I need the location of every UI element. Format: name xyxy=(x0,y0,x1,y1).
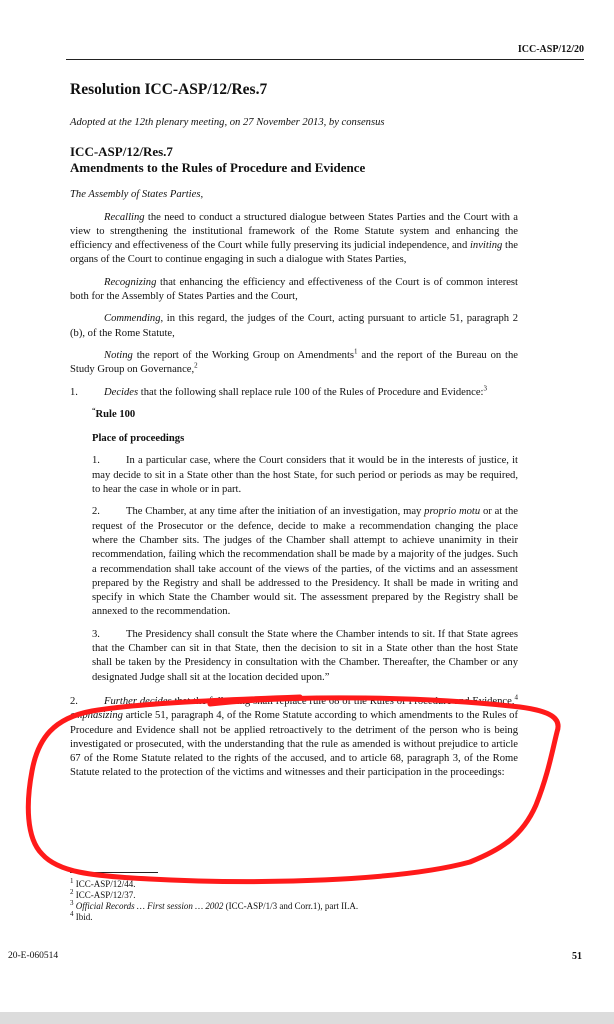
document-body xyxy=(70,76,518,789)
recalling-lead: Recalling xyxy=(104,211,145,223)
further-decides-paragraph xyxy=(70,695,518,781)
footnote-mark: 2 xyxy=(70,888,74,896)
footnote-text: Ibid. xyxy=(73,912,93,922)
resolution-subject: Amendments to the Rules of Procedure and Evidence xyxy=(70,160,366,176)
open-quote: “ xyxy=(92,406,96,415)
rule-100-paragraph-3 xyxy=(92,628,518,685)
rule-100-paragraph-1 xyxy=(92,454,518,497)
footnote-mark: 3 xyxy=(70,899,74,907)
footnote-ref-1[interactable]: 1 xyxy=(354,347,358,356)
recalling-text: the need to conduct a structured dialogue between States Parties and the Court with a view to strengthening the institutional framework of the Rome Statute system and enhancing the efficiency and effectiveness of the Court while fully preserving its judicial independence, and xyxy=(70,211,518,252)
paragraph-number: 2. xyxy=(70,695,78,707)
footnote-ref-4[interactable]: 4 xyxy=(514,693,518,702)
rule-100-block xyxy=(92,408,518,685)
footnote-2 xyxy=(70,890,518,901)
footnote-mark: 1 xyxy=(70,877,74,885)
footnote-text: (ICC-ASP/1/3 and Corr.1), part II.A. xyxy=(223,901,359,911)
noting-paragraph xyxy=(70,349,518,378)
rule-paragraph-text: The Chamber, at any time after the initiation of an investigation, may xyxy=(126,506,425,518)
rule-100-title-text: Rule 100 xyxy=(95,408,136,420)
document-code: 20-E-060514 xyxy=(8,951,59,961)
rule-paragraph-number: 1. xyxy=(92,455,100,467)
rule-paragraph-number: 3. xyxy=(92,628,100,640)
resolution-ref: ICC-ASP/12/Res.7 xyxy=(70,144,173,160)
rule-100-subtitle: Place of proceedings xyxy=(92,433,185,445)
rule-paragraph-text-end: or at the request of the Prosecutor or the defence, decide to make a recommendation changing the place where the Chamber sits. The judges of the Chamber shall attempt to achieve unanimity in their recommendation, failing which the recommendation shall be made by a majority of the judges. Such a recommendation shall take account of the views of the parties, of the victims and an assessment prepared by the Registry and shall be addressed to the Presidency. It shall be made in writing and specify in which State the Chamber would sit. The assessment prepared by the Registry shall be annexed to the recommendation. xyxy=(92,506,519,618)
noting-text: the report of the Working Group on Amendments xyxy=(132,349,355,361)
rule-paragraph-number: 2. xyxy=(92,506,100,518)
adoption-note: Adopted at the 12th plenary meeting, on 27 November 2013, by consensus xyxy=(70,117,385,128)
resolution-title: Resolution ICC-ASP/12/Res.7 xyxy=(70,81,268,98)
footnote-text: ICC-ASP/12/44. xyxy=(73,879,136,889)
commending-paragraph xyxy=(70,312,518,341)
footnote-ref-2[interactable]: 2 xyxy=(194,361,198,370)
footnote-italic: Official Records … First session … 2002 xyxy=(73,901,224,911)
commending-text: , in this regard, the judges of the Court, acting pursuant to article 51, paragraph 2 (b), of the Rome Statute, xyxy=(70,313,518,339)
decides-lead: Decides xyxy=(104,386,139,398)
footnote-3 xyxy=(70,901,518,912)
emphasizing-word: emphasizing xyxy=(70,710,123,722)
footnotes xyxy=(70,872,518,923)
assembly-line: The Assembly of States Parties, xyxy=(70,189,204,201)
proprio-motu: proprio motu xyxy=(424,506,481,518)
recalling-paragraph xyxy=(70,211,518,268)
footnote-mark: 4 xyxy=(70,910,74,918)
document-symbol: ICC-ASP/12/20 xyxy=(517,44,584,55)
commending-lead: Commending xyxy=(104,313,161,325)
footnote-1 xyxy=(70,879,518,890)
rule-paragraph-text: The Presidency shall consult the State where the Chamber intends to sit. If that State agrees that the Chamber can sit in that State, then the decision to sit in a State other than the host State shall be taken by the Presidency in consultation with the Chamber. Thereafter, the Chamber or any designated Judge shall sit at the location decided upon.” xyxy=(92,628,518,683)
rule-paragraph-text: In a particular case, where the Court considers that it would be in the interests of justice, it may decide to sit in a State other than the host State, for such period or periods as may be required, to hear the case in whole or in part. xyxy=(92,455,518,496)
noting-text-end: and the report of the Bureau on the Study Group on Governance, xyxy=(70,349,518,376)
noting-lead: Noting xyxy=(104,349,133,361)
decides-text: that the following shall replace rule 100 of the Rules of Procedure and Evidence: xyxy=(138,386,484,398)
recognizing-paragraph xyxy=(70,276,518,305)
further-decides-text-end: article 51, paragraph 4, of the Rome Statute according to which amendments to the Rules of Procedure and Evidence shall not be applied retroactively to the detriment of the person who is being investigated or prosecuted, with the understanding that the rule as amended is without prejudice to article 67 of the Rome Statute related to the rights of the accused, and to article 68, paragraph 3, of the Rome Statute related to the protection of the victims and witnesses and their participation in the proceedings: xyxy=(70,710,518,779)
header-rule xyxy=(66,59,584,60)
footnote-4 xyxy=(70,912,518,923)
page-bottom-edge xyxy=(0,1012,614,1024)
inviting-word: inviting xyxy=(469,240,503,252)
paragraph-number: 1. xyxy=(70,386,78,398)
recognizing-lead: Recognizing xyxy=(104,276,157,288)
rule-100-title xyxy=(92,408,518,422)
further-decides-text: that the following shall replace rule 68 of the Rules of Procedure and Evidence, xyxy=(171,695,515,707)
footnote-rule xyxy=(70,872,158,873)
footnote-text: ICC-ASP/12/37. xyxy=(73,890,136,900)
decides-paragraph xyxy=(70,386,518,400)
rule-100-paragraph-2 xyxy=(92,505,518,619)
page-number: 51 xyxy=(572,951,582,962)
recalling-text-end: the organs of the Court to continue engaging in such a dialogue with States Parties, xyxy=(70,240,519,266)
further-decides-lead: Further decides xyxy=(104,695,172,707)
footnote-ref-3[interactable]: 3 xyxy=(483,384,487,393)
recognizing-text: that enhancing the efficiency and effectiveness of the Court is of common interest both for the Assembly of States Parties and the Court, xyxy=(70,276,518,303)
